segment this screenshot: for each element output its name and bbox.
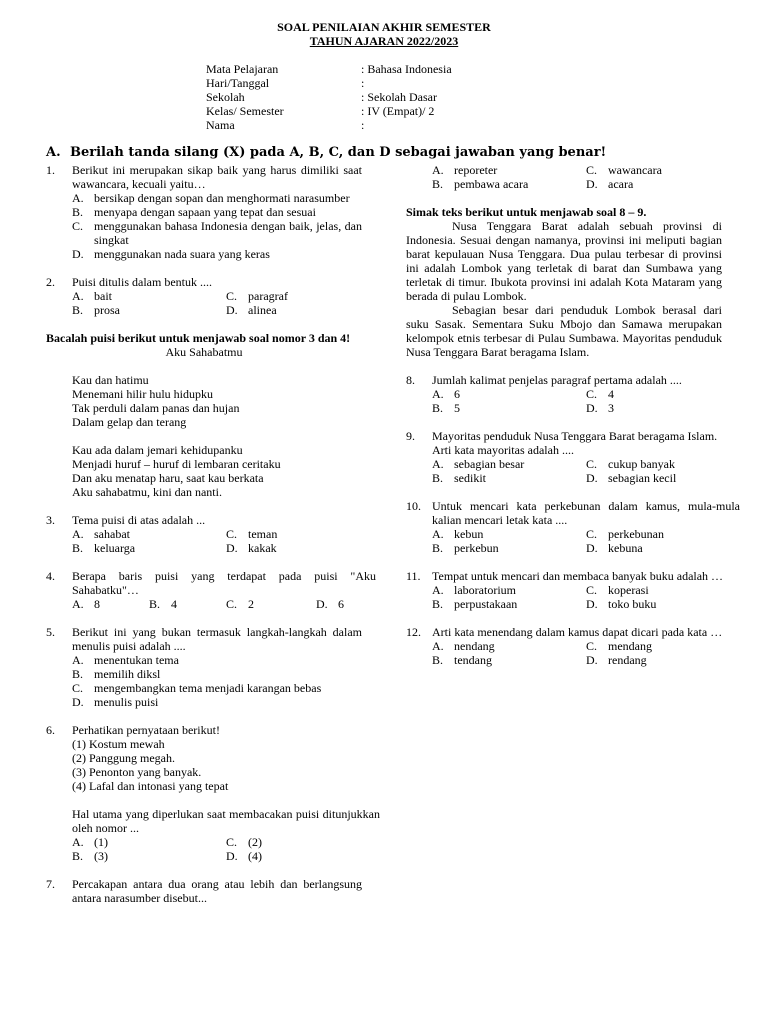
text: (2)	[248, 835, 262, 849]
option-d	[72, 247, 362, 261]
text: D.	[586, 653, 598, 667]
text: B.	[72, 849, 84, 863]
text: D.	[72, 247, 84, 261]
option-d	[226, 541, 380, 555]
text: D.	[226, 541, 238, 555]
text: koperasi	[608, 583, 649, 597]
text: cukup banyak	[608, 457, 675, 471]
poem-instruction: Bacalah puisi berikut untuk menjawab soal nomor 3 dan 4!	[46, 331, 351, 345]
option-c	[226, 597, 316, 611]
text: A.	[432, 457, 444, 471]
text: A.	[72, 191, 84, 205]
text: perkebunan	[608, 527, 664, 541]
question-text: Tema puisi di atas adalah ...	[72, 513, 206, 527]
text: kakak	[248, 541, 277, 555]
option-a	[72, 597, 149, 611]
text: mendang	[608, 639, 652, 653]
poem-line: Menjadi huruf – huruf di lembaran ceritaku	[72, 457, 281, 471]
text: A.	[72, 835, 84, 849]
option-d	[586, 541, 740, 555]
statement-item: (2) Panggung megah.	[72, 751, 175, 765]
text: A.	[72, 527, 84, 541]
text: sebagian kecil	[608, 471, 677, 485]
text: A.	[432, 583, 444, 597]
text: 5	[454, 401, 460, 415]
poem-line: Dan aku menatap haru, saat kau berkata	[72, 471, 264, 485]
poem-line: Kau ada dalam jemari kehidupanku	[72, 443, 243, 457]
poem-line: Kau dan hatimu	[72, 373, 149, 387]
poem-line: Dalam gelap dan terang	[72, 415, 187, 429]
text: menggunakan bahasa Indonesia dengan baik, jelas, dan singkat	[94, 219, 362, 247]
option-a	[432, 583, 586, 597]
text: reporeter	[454, 163, 498, 177]
question-number: 8.	[406, 373, 415, 387]
option-b	[432, 401, 586, 415]
option-a	[432, 457, 586, 471]
text: C.	[72, 681, 84, 695]
text: menggunakan nada suara yang keras	[94, 247, 270, 261]
question-number: 10.	[406, 499, 421, 513]
option-c	[226, 527, 380, 541]
option-c	[226, 289, 380, 303]
text: D.	[586, 177, 598, 191]
passage-paragraph-1: Nusa Tenggara Barat adalah sebuah provinsi di Indonesia. Sesuai dengan namanya, provinsi ini meliputi bagian barat kepulauan Nusa Tenggara. Dua pulau terbesar di provinsi ini adalah Lombok yang terletak di barat dan Sumbawa yang terletak di timur. Ibukota provinsi ini adalah Kota Mataram yang berada di pulau Lombok.	[406, 219, 722, 303]
option-a	[72, 527, 226, 541]
text: 4	[171, 597, 177, 611]
text: sebagian besar	[454, 457, 525, 471]
option-c	[586, 583, 740, 597]
text: B.	[149, 597, 161, 611]
text: A.	[432, 387, 444, 401]
poem-line: Aku sahabatmu, kini dan nanti.	[72, 485, 222, 499]
option-c	[72, 681, 362, 695]
option-a	[432, 387, 586, 401]
right-column	[406, 163, 740, 667]
exam-title: SOAL PENILAIAN AKHIR SEMESTER	[277, 20, 491, 34]
text: D.	[586, 597, 598, 611]
text: A.	[72, 653, 84, 667]
section-letter: A.	[46, 145, 61, 160]
option-b	[432, 653, 586, 667]
question-number: 4.	[46, 569, 55, 583]
text: keluarga	[94, 541, 136, 555]
option-b	[149, 597, 226, 611]
options-grid	[72, 835, 380, 863]
info-value: : IV (Empat)/ 2	[361, 104, 435, 118]
option-c	[586, 639, 740, 653]
text: 6	[338, 597, 344, 611]
text: menulis puisi	[94, 695, 159, 709]
question-text: Berikut ini yang bukan termasuk langkah-langkah dalam menulis puisi adalah ....	[72, 625, 362, 653]
exam-info-block	[206, 62, 581, 132]
question-number: 5.	[46, 625, 55, 639]
options-grid	[432, 387, 740, 415]
option-a	[432, 639, 586, 653]
question-12	[406, 625, 722, 667]
question-5	[46, 625, 362, 709]
text: sedikit	[454, 471, 486, 485]
question-number: 11.	[406, 569, 421, 583]
option-d	[586, 597, 740, 611]
option-c	[72, 219, 362, 247]
text: A.	[432, 527, 444, 541]
question-7-options	[406, 163, 722, 191]
info-date-row	[206, 76, 581, 90]
poem-stanza-2	[46, 443, 362, 499]
text: D.	[316, 597, 328, 611]
info-value: : Sekolah Dasar	[361, 90, 437, 104]
section-instruction: Berilah tanda silang (X) pada A, B, C, dan D sebagai jawaban yang benar!	[70, 145, 607, 160]
text: perpustakaan	[454, 597, 518, 611]
text: B.	[432, 653, 444, 667]
info-label: Mata Pelajaran	[206, 62, 279, 76]
text: sahabat	[94, 527, 130, 541]
text: D.	[72, 695, 84, 709]
question-text: Perhatikan pernyataan berikut!	[72, 723, 220, 737]
options-grid	[72, 527, 380, 555]
text: C.	[226, 597, 238, 611]
passage-paragraph-2: Sebagian besar dari penduduk Lombok berasal dari suku Sasak. Sementara Suku Mbojo dan Samawa merupakan kelompok etnis terbesar di Pulau Sumbawa. Mayoritas penduduk Nusa Tenggara Barat beragama Islam.	[406, 303, 722, 359]
text: mengembangkan tema menjadi karangan bebas	[94, 681, 322, 695]
option-a	[72, 835, 226, 849]
left-column	[46, 163, 380, 905]
section-a-heading	[46, 145, 746, 161]
statement-item: (1) Kostum mewah	[72, 737, 165, 751]
text: nendang	[454, 639, 495, 653]
text: C.	[586, 639, 598, 653]
text: A.	[432, 639, 444, 653]
text: C.	[586, 387, 598, 401]
text: C.	[72, 219, 84, 233]
text: paragraf	[248, 289, 288, 303]
text: laboratorium	[454, 583, 516, 597]
text: C.	[586, 527, 598, 541]
question-number: 2.	[46, 275, 55, 289]
info-label: Nama	[206, 118, 235, 132]
text: alinea	[248, 303, 277, 317]
text: D.	[226, 849, 238, 863]
text: toko buku	[608, 597, 657, 611]
text: C.	[586, 457, 598, 471]
option-c	[226, 835, 380, 849]
question-text: Berikut ini merupakan sikap baik yang harus dimiliki saat wawancara, kecuali yaitu…	[72, 163, 362, 191]
text: (1)	[94, 835, 108, 849]
option-c	[586, 527, 740, 541]
question-1	[46, 163, 362, 261]
option-d	[586, 471, 740, 485]
text: 4	[608, 387, 614, 401]
text: B.	[432, 177, 444, 191]
info-name-row	[206, 118, 581, 132]
question-prompt: Hal utama yang diperlukan saat membacakan puisi ditunjukkan oleh nomor ...	[72, 807, 380, 835]
text: B.	[72, 541, 84, 555]
question-text: Percakapan antara dua orang atau lebih dan berlangsung antara narasumber disebut...	[72, 877, 362, 905]
option-b	[72, 303, 226, 317]
option-b	[72, 849, 226, 863]
statement-item: (3) Penonton yang banyak.	[72, 765, 202, 779]
text: wawancara	[608, 163, 662, 177]
text: kebun	[454, 527, 484, 541]
option-b	[432, 541, 586, 555]
text: menyapa dengan sapaan yang tepat dan sesuai	[94, 205, 316, 219]
text: kebuna	[608, 541, 643, 555]
option-b	[432, 597, 586, 611]
text: perkebun	[454, 541, 499, 555]
statement-item: (4) Lafal dan intonasi yang tepat	[72, 779, 229, 793]
text: A.	[72, 289, 84, 303]
text: B.	[432, 597, 444, 611]
option-d	[586, 177, 740, 191]
options-grid	[432, 583, 740, 611]
options-grid	[432, 457, 740, 485]
text: B.	[72, 303, 84, 317]
question-text: Arti kata menendang dalam kamus dapat dicari pada kata …	[432, 625, 723, 639]
options-grid	[72, 289, 380, 317]
question-10	[406, 499, 740, 555]
poem-stanza-1	[46, 373, 362, 429]
question-6	[46, 723, 380, 863]
text: C.	[586, 163, 598, 177]
options-grid	[432, 639, 740, 667]
info-label: Hari/Tanggal	[206, 76, 270, 90]
question-7	[46, 877, 362, 905]
poem-title: Aku Sahabatmu	[165, 345, 243, 359]
exam-year: TAHUN AJARAN 2022/2023	[309, 34, 459, 48]
option-c	[586, 163, 740, 177]
question-number: 3.	[46, 513, 55, 527]
text: (4)	[248, 849, 262, 863]
text: A.	[72, 597, 84, 611]
option-b	[72, 667, 362, 681]
question-text: Tempat untuk mencari dan membaca banyak buku adalah …	[432, 569, 724, 583]
question-number: 6.	[46, 723, 55, 737]
options-grid	[432, 527, 740, 555]
text: B.	[432, 401, 444, 415]
info-value: :	[361, 76, 365, 90]
option-a	[432, 163, 586, 177]
info-school-row	[206, 90, 581, 104]
text: rendang	[608, 653, 647, 667]
text: (3)	[94, 849, 108, 863]
text: 6	[454, 387, 460, 401]
text: memilih diksl	[94, 667, 161, 681]
text: A.	[432, 163, 444, 177]
question-text: Untuk mencari kata perkebunan dalam kamus, mula-mula kalian mencari letak kata ....	[432, 499, 740, 527]
text: menentukan tema	[94, 653, 179, 667]
option-b	[72, 541, 226, 555]
info-label: Kelas/ Semester	[206, 104, 284, 118]
option-a	[72, 653, 362, 667]
option-d	[72, 695, 362, 709]
passage-instruction: Simak teks berikut untuk menjawab soal 8 – 9.	[406, 205, 647, 219]
option-c	[586, 457, 740, 471]
question-8	[406, 373, 722, 415]
text: 2	[248, 597, 254, 611]
question-2	[46, 275, 362, 317]
text: B.	[72, 667, 84, 681]
text: 3	[608, 401, 614, 415]
text: D.	[226, 303, 238, 317]
text: B.	[432, 541, 444, 555]
text: 8	[94, 597, 100, 611]
question-3	[46, 513, 362, 555]
question-text: Mayoritas penduduk Nusa Tenggara Barat beragama Islam.	[432, 429, 718, 443]
text: prosa	[94, 303, 120, 317]
poem-line: Menemani hilir hulu hidupku	[72, 387, 213, 401]
option-a	[72, 289, 226, 303]
text: C.	[226, 289, 238, 303]
info-label: Sekolah	[206, 90, 245, 104]
option-a	[432, 527, 586, 541]
info-value: :	[361, 118, 365, 132]
text: C.	[226, 527, 238, 541]
option-b	[72, 205, 362, 219]
option-d	[316, 597, 376, 611]
question-11	[406, 569, 722, 611]
question-text: Jumlah kalimat penjelas paragraf pertama adalah ....	[432, 373, 682, 387]
option-c	[586, 387, 740, 401]
text: D.	[586, 401, 598, 415]
text: pembawa acara	[454, 177, 529, 191]
question-number: 1.	[46, 163, 55, 177]
info-class-row	[206, 104, 581, 118]
text: acara	[608, 177, 634, 191]
option-b	[432, 177, 586, 191]
question-4	[46, 569, 376, 611]
option-d	[586, 653, 740, 667]
option-b	[432, 471, 586, 485]
poem-line: Tak perduli dalam panas dan hujan	[72, 401, 240, 415]
text: tendang	[454, 653, 492, 667]
option-d	[586, 401, 740, 415]
question-number: 12.	[406, 625, 421, 639]
question-number: 7.	[46, 877, 55, 891]
question-text: Berapa baris puisi yang terdapat pada puisi "Aku Sahabatku"…	[72, 569, 376, 597]
option-a	[72, 191, 362, 205]
question-prompt: Arti kata mayoritas adalah ....	[432, 443, 574, 457]
question-text: Puisi ditulis dalam bentuk ....	[72, 275, 212, 289]
info-subject-row	[206, 62, 581, 76]
info-value: : Bahasa Indonesia	[361, 62, 452, 76]
text: bersikap dengan sopan dan menghormati narasumber	[94, 191, 350, 205]
options-grid	[432, 163, 722, 191]
text: D.	[586, 541, 598, 555]
text: teman	[248, 527, 278, 541]
question-number: 9.	[406, 429, 415, 443]
options-grid	[72, 597, 376, 611]
text: B.	[432, 471, 444, 485]
option-d	[226, 303, 380, 317]
text: C.	[226, 835, 238, 849]
question-9	[406, 429, 722, 485]
text: D.	[586, 471, 598, 485]
text: C.	[586, 583, 598, 597]
text: bait	[94, 289, 112, 303]
text: B.	[72, 205, 84, 219]
option-d	[226, 849, 380, 863]
